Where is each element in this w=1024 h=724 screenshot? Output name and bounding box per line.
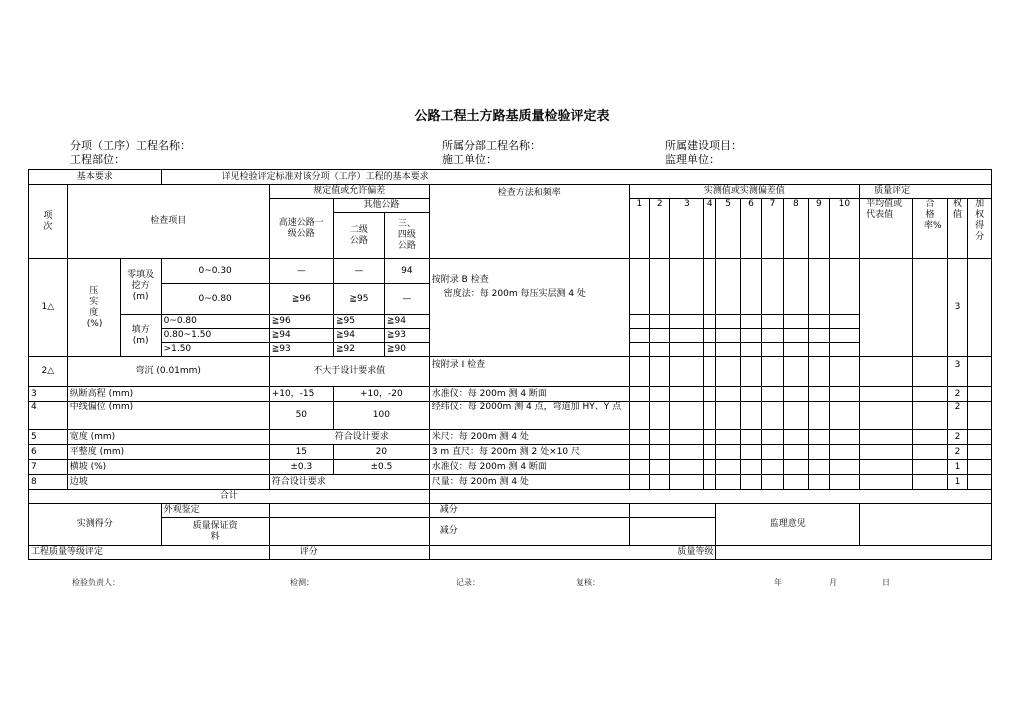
appearance-label: 外观鉴定 <box>161 504 269 518</box>
col-num-1: 1 <box>629 199 649 259</box>
row-5-name: 宽度 (mm) <box>67 430 269 445</box>
row-8-method: 尺量：每 200m 测 4 处 <box>429 475 629 490</box>
row-1-depth-4: 0.80~1.50 <box>161 329 269 343</box>
row-1-d4-hw: ≧94 <box>269 329 333 343</box>
col-measured: 实测值或实测偏差值 <box>629 185 859 199</box>
basic-requirements-text: 详见检验评定标准对该分项（工序）工程的基本要求 <box>161 170 991 185</box>
supervisor-unit-label: 监理单位： <box>665 153 720 166</box>
col-spec-group: 规定值或允许偏差 <box>269 185 429 199</box>
table-row <box>29 387 992 402</box>
col-method: 检查方法和频率 <box>429 185 629 259</box>
basic-requirements-label: 基本要求 <box>29 170 162 185</box>
score-label: 评分 <box>269 546 429 560</box>
row-5-weight: 2 <box>947 430 967 445</box>
row-6-name: 平整度 (mm) <box>67 445 269 460</box>
tester-label: 检测： <box>290 578 314 587</box>
row-6-no: 6 <box>29 445 68 460</box>
row-1-d1-g2: — <box>333 259 384 284</box>
row-1-name: 压实度(%) <box>67 259 120 357</box>
row-6-other: 20 <box>333 445 429 460</box>
row-2-method: 按附录 I 检查 <box>429 357 629 387</box>
inspector-label: 检验负责人： <box>72 578 120 587</box>
row-1-depth-2: 0~0.80 <box>161 284 269 315</box>
col-avg: 平均值或代表值 <box>860 199 913 259</box>
row-3-weight: 2 <box>947 387 967 402</box>
row-2-weight: 3 <box>947 357 967 387</box>
row-1-d2-g34: — <box>384 284 429 315</box>
col-other: 其他公路 <box>333 199 429 213</box>
row-5-spec: 符合设计要求 <box>269 430 429 445</box>
row-7-weight: 1 <box>947 460 967 475</box>
row-6-method: 3 m 直尺：每 200m 测 2 处×10 尺 <box>429 445 629 460</box>
col-score: 加权得分 <box>968 199 992 259</box>
col-num-9: 9 <box>809 199 829 259</box>
col-grade2: 二级公路 <box>333 213 384 259</box>
row-1-d5-g2: ≧92 <box>333 343 384 357</box>
col-num-8: 8 <box>783 199 808 259</box>
row-1-d5-g34: ≧90 <box>384 343 429 357</box>
table-header-row <box>29 185 992 199</box>
row-1-d3-g34: ≧94 <box>384 315 429 329</box>
col-hw: 高速公路一级公路 <box>269 199 333 259</box>
row-5-no: 5 <box>29 430 68 445</box>
score-row <box>29 504 992 518</box>
subitem-name-label: 分项（工序）工程名称： <box>70 139 191 152</box>
row-1-depth-3: 0~0.80 <box>161 315 269 329</box>
row-1-weight: 3 <box>947 259 967 357</box>
total-row <box>29 490 992 504</box>
measured-score-label: 实测得分 <box>29 504 162 546</box>
row-7-hw: ±0.3 <box>269 460 333 475</box>
row-1-d2-hw: ≧96 <box>269 284 333 315</box>
row-1-d4-g2: ≧94 <box>333 329 384 343</box>
col-weight: 权值 <box>947 199 967 259</box>
row-1-method-line1: 按附录 B 检查 <box>431 275 489 285</box>
page-title: 公路工程土方路基质量检验评定表 <box>414 109 610 124</box>
row-1-method-line2: 密度法：每 200m 每压实层测 4 处 <box>443 289 586 299</box>
table-row <box>29 430 992 445</box>
total-label: 合计 <box>29 490 430 504</box>
col-num-3: 3 <box>670 199 704 259</box>
quality-doc-deduct-label: 减分 <box>429 518 629 546</box>
appearance-deduct-label: 减分 <box>429 504 629 518</box>
col-num-7: 7 <box>762 199 783 259</box>
row-1-no: 1△ <box>29 259 68 357</box>
division-name-label: 所属分部工程名称： <box>442 139 541 152</box>
inspection-table <box>28 169 992 560</box>
year-label: 年 <box>774 578 782 587</box>
col-num-6: 6 <box>740 199 761 259</box>
table-row <box>29 402 992 430</box>
project-name-label: 所属建设项目： <box>665 139 742 152</box>
row-2-name: 弯沉 (0.01mm) <box>67 357 269 387</box>
row-8-no: 8 <box>29 475 68 490</box>
row-2-no: 2△ <box>29 357 68 387</box>
row-1-d2-g2: ≧95 <box>333 284 384 315</box>
month-label: 月 <box>829 578 837 587</box>
col-quality: 质量评定 <box>860 185 992 199</box>
supervisor-opinion-label: 监理意见 <box>716 504 860 546</box>
row-4-other: 100 <box>333 402 429 430</box>
recorder-label: 记录： <box>456 578 480 587</box>
row-2-spec: 不大于设计要求值 <box>269 357 429 387</box>
work-location-label: 工程部位： <box>70 153 125 166</box>
row-7-no: 7 <box>29 460 68 475</box>
col-grade34: 三、四级公路 <box>384 213 429 259</box>
row-1-d1-hw: — <box>269 259 333 284</box>
row-1-depth-5: >1.50 <box>161 343 269 357</box>
row-1-method <box>429 259 629 357</box>
col-num-4: 4 <box>704 199 716 259</box>
row-4-name: 中线偏位 (mm) <box>67 402 269 430</box>
row-1-d3-g2: ≧95 <box>333 315 384 329</box>
row-1-depth-1: 0~0.30 <box>161 259 269 284</box>
row-3-hw: +10，-15 <box>269 387 333 402</box>
row-1-d5-hw: ≧93 <box>269 343 333 357</box>
grade-eval-label: 工程质量等级评定 <box>29 546 270 560</box>
row-7-method: 水准仪：每 200m 测 4 断面 <box>429 460 629 475</box>
row-4-method: 经纬仪：每 2000m 测 4 点，弯道加 HY、Y 点 <box>429 402 629 430</box>
basic-requirements-row <box>29 170 992 185</box>
col-num-10: 10 <box>829 199 860 259</box>
row-7-other: ±0.5 <box>333 460 429 475</box>
row-1-d3-hw: ≧96 <box>269 315 333 329</box>
row-6-weight: 2 <box>947 445 967 460</box>
row-3-other: +10，-20 <box>333 387 429 402</box>
table-row <box>29 259 992 284</box>
col-num-5: 5 <box>716 199 740 259</box>
row-1-fill: 填方(m) <box>120 315 161 357</box>
quality-grade-label: 质量等级 <box>429 546 716 560</box>
row-6-hw: 15 <box>269 445 333 460</box>
row-3-no: 3 <box>29 387 68 402</box>
col-item-no: 项次 <box>29 185 68 259</box>
row-5-method: 米尺：每 200m 测 4 处 <box>429 430 629 445</box>
table-row <box>29 460 992 475</box>
row-3-name: 纵断高程 (mm) <box>67 387 269 402</box>
table-row <box>29 475 992 490</box>
reviewer-label: 复核： <box>576 578 600 587</box>
row-3-method: 水准仪：每 200m 测 4 断面 <box>429 387 629 402</box>
day-label: 日 <box>882 578 890 587</box>
col-check-item: 检查项目 <box>67 185 269 259</box>
row-8-name: 边坡 <box>67 475 269 490</box>
table-row <box>29 445 992 460</box>
row-8-weight: 1 <box>947 475 967 490</box>
contractor-label: 施工单位： <box>442 153 497 166</box>
row-7-name: 横坡 (%) <box>67 460 269 475</box>
row-4-no: 4 <box>29 402 68 430</box>
grade-row <box>29 546 992 560</box>
col-pass: 合格率% <box>913 199 948 259</box>
row-4-weight: 2 <box>947 402 967 430</box>
quality-doc-label: 质量保证资料 <box>161 518 269 546</box>
row-8-spec: 符合设计要求 <box>269 475 429 490</box>
row-1-d4-g34: ≧93 <box>384 329 429 343</box>
row-1-d1-g34: 94 <box>384 259 429 284</box>
row-1-fill-zero: 零填及挖方(m) <box>120 259 161 315</box>
row-4-hw: 50 <box>269 402 333 430</box>
col-num-2: 2 <box>650 199 670 259</box>
table-row <box>29 357 992 387</box>
